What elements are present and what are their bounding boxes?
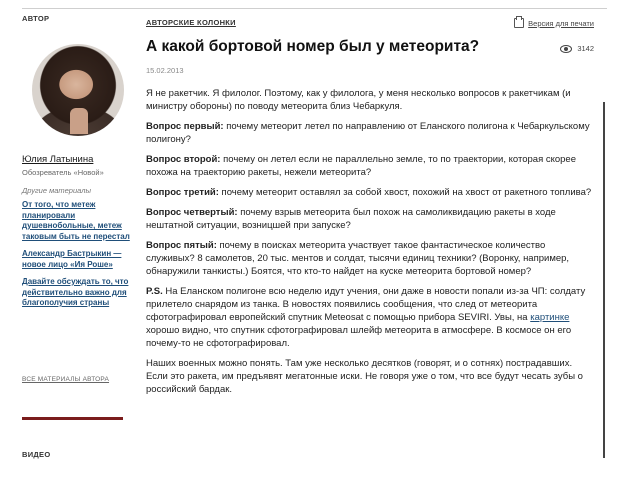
question-paragraph <box>146 153 596 179</box>
question-label: Вопрос второй: <box>146 154 221 165</box>
author-sidebar <box>22 14 130 459</box>
postscript-text: хорошо видно, что спутник сфотографировал шлейф метеорита в атмосфере. В космосе он его почему-то не сфотографировал. <box>146 325 572 349</box>
sidebar-divider <box>22 417 123 420</box>
question-text: почему метеорит летел по направлению от Еланского полигона к Чебаркульскому полигону? <box>146 121 590 145</box>
other-materials-heading: Другие материалы <box>22 186 91 195</box>
paragraph: Наших военных можно понять. Там уже несколько десятков (говорят, и о сотнях) пострадавших. Если это ракета, им предъявят мегатонные иски. Не говоря уже о том, что все будут чесать зубы о российский бардак. <box>146 358 583 395</box>
article-title: А какой бортовой номер был у метеорита? <box>146 38 480 55</box>
author-heading: АВТОР <box>22 14 50 23</box>
author-role: Обозреватель «Новой» <box>22 168 104 177</box>
view-count-value: 3142 <box>577 44 594 53</box>
postscript-label: P.S. <box>146 286 163 297</box>
question-label: Вопрос первый: <box>146 121 224 132</box>
other-material-link[interactable]: От того, что метеж планировали душевнобольные, метеж таковым быть не перестал <box>22 200 130 241</box>
article-date: 15.02.2013 <box>146 66 184 75</box>
question-label: Вопрос четвертый: <box>146 207 238 218</box>
all-materials-link[interactable]: ВСЕ МАТЕРИАЛЫ АВТОРА <box>22 376 110 383</box>
question-text: почему в поисках метеорита участвует такое фантастическое количество служивых? 8 самолетов, 20 тыс. ментов и солдат, тысячи единиц техники? (Воронку, например, обнаружили танкисты.) Боятся, что кто-то найдет на куске метеорита бортовой номер? <box>146 240 570 277</box>
question-paragraph <box>146 186 596 199</box>
view-count <box>560 44 594 53</box>
question-text: почему взрыв метеорита был похож на самоликвидацию ракеты в ходе нештатной ситуации, возницшей при запуске? <box>146 207 556 231</box>
question-label: Вопрос пятый: <box>146 240 217 251</box>
question-paragraph <box>146 120 596 146</box>
question-label: Вопрос третий: <box>146 187 219 198</box>
scrollbar[interactable] <box>603 102 605 458</box>
video-heading: ВИДЕО <box>22 450 51 459</box>
print-version-link[interactable]: Версия для печати <box>528 18 594 28</box>
question-text: почему метеорит оставлял за собой хвост, похожий на хвост от ракетного топлива? <box>218 187 592 198</box>
question-paragraph <box>146 239 596 278</box>
print-version[interactable] <box>514 18 594 28</box>
picture-link[interactable]: картинке <box>530 312 570 323</box>
top-divider <box>22 8 607 9</box>
eye-icon <box>560 45 572 53</box>
author-avatar[interactable] <box>32 44 124 136</box>
paragraph: Я не ракетчик. Я филолог. Поэтому, как у филолога, у меня несколько вопросов к ракетчикам (и министру обороны) по поводу метеорита близ Чебаркуля. <box>146 88 571 112</box>
other-material-link[interactable]: Александр Бастрыкин — новое лицо «Ия Роше» <box>22 249 122 269</box>
author-name-link[interactable]: Юлия Латынина <box>22 154 94 165</box>
postscript-text: На Еланском полигоне всю неделю идут учения, они даже в новости попали из-за ЧП: солдату прилетело снарядом из танка. В новостях появились сообщения, что след от метеорита сфотографировал европейский спутник Meteosat с помощью прибора SEVIRI. Увы, на <box>146 286 586 323</box>
other-materials-list <box>22 200 130 316</box>
postscript-paragraph <box>146 285 596 350</box>
section-link[interactable]: АВТОРСКИЕ КОЛОНКИ <box>146 18 236 27</box>
other-material-link[interactable]: Давайте обсуждать то, что действительно важно для благополучия страны <box>22 277 129 307</box>
printer-icon <box>514 18 524 28</box>
article-body <box>146 87 596 403</box>
question-text: почему он летел если не параллельно земле, то по траектории, которая скорее похожа на траекторию ракеты, нежели метеорита? <box>146 154 576 178</box>
question-paragraph <box>146 206 596 232</box>
